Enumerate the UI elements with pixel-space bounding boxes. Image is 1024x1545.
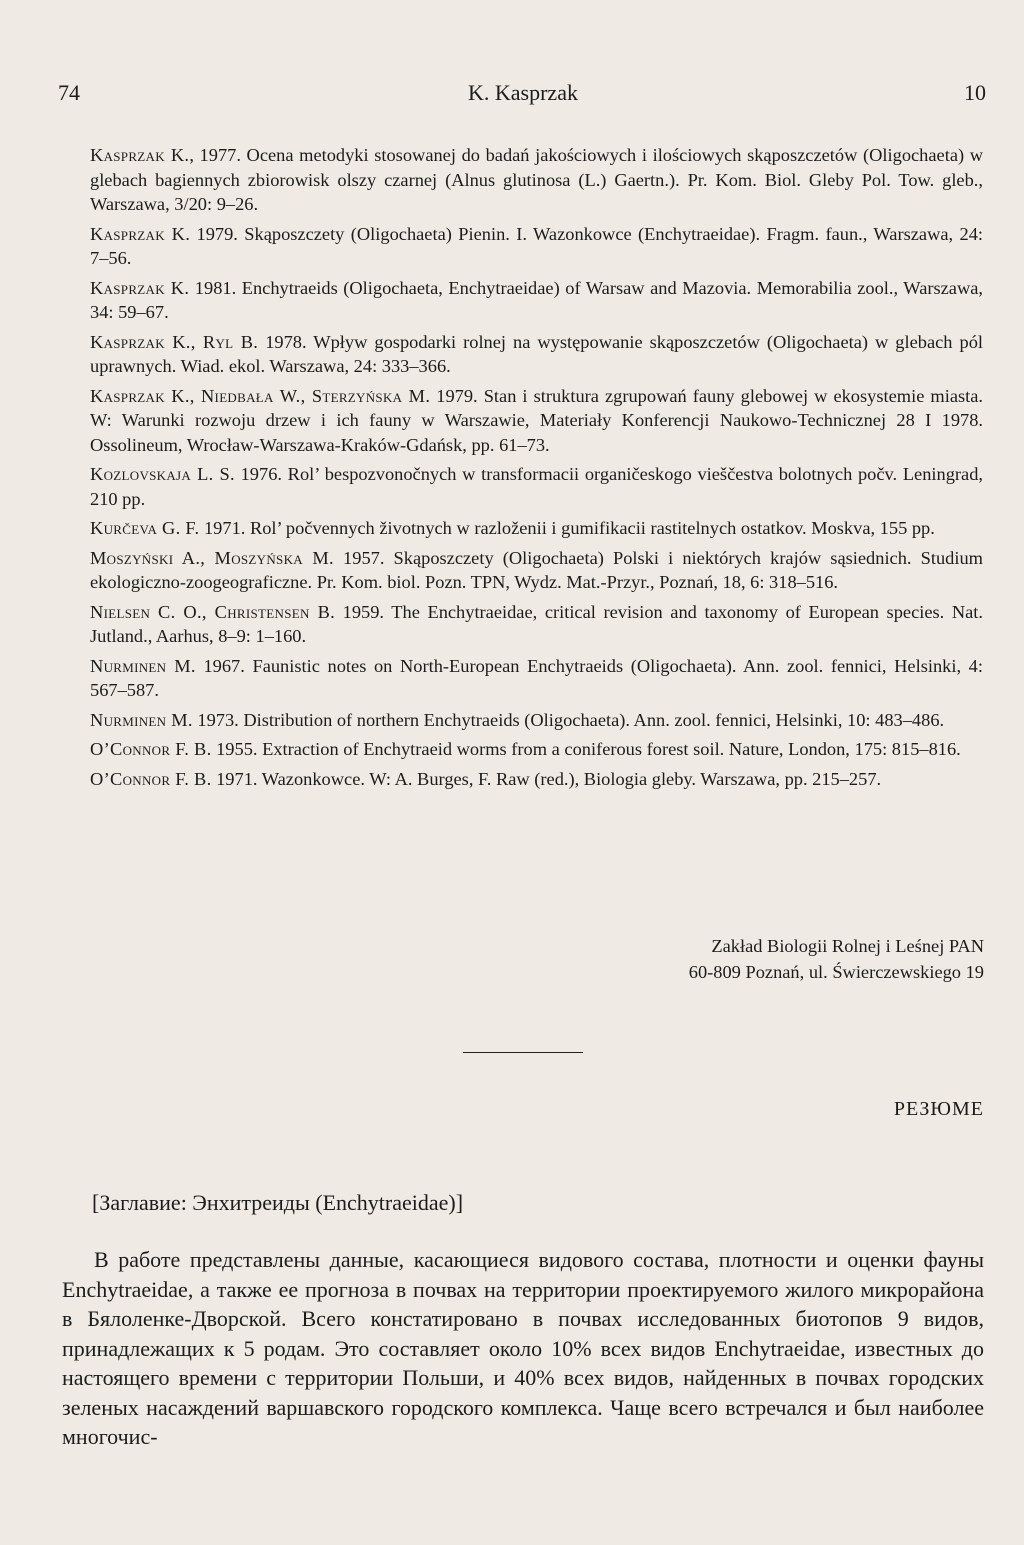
- summary-title: [Заглавие: Энхитреиды (Enchytraeidae)]: [92, 1190, 464, 1215]
- reference-authors: O’Connor F. B.: [90, 768, 212, 789]
- reference-authors: Nurminen M.: [90, 709, 193, 730]
- reference-authors: Nurminen M.: [90, 655, 196, 676]
- reference-authors: Kasprzak K.: [90, 145, 190, 165]
- reference-text: 1978. Wpływ gospodarki rolnej na występowanie skąposzczetów (Oligochaeta) w glebach pól uprawnych. Wiad. ekol. Warszawa, 24: 333–366.: [90, 331, 983, 376]
- reference-text: 1971. Wazonkowce. W: A. Burges, F. Raw (red.), Biologia gleby. Warszawa, pp. 215–257.: [211, 768, 882, 789]
- reference-text: 1955. Extraction of Enchytraeid worms from a coniferous forest soil. Nature, London, 175: 815–816.: [211, 739, 961, 759]
- reference-text: 1981. Enchytraeids (Oligochaeta, Enchytraeidae) of Warsaw and Mazovia. Memorabilia zool., Warszawa, 34: 59–67.: [90, 277, 983, 322]
- reference-item: [90, 767, 983, 792]
- summary-text: В работе представлены данные, касающиеся видового состава, плотности и оценки фауны Enchytraeidae, а также ее прогноза в почвах на территории проектируемого жилого микрорайона в Бялоленке-Дворской. Всего констатировано в почвах исследованных биотопов 9 видов, принадлежащих к 5 родам. Это составляет около 10% всех видов Enchytraeidae, известных до настоящего времени с территории Польши, и 40% всех видов, найденных в почвах городских зеленых насаждений варшавского городского комплекса. Чаще всего встречался и был наиболее многочис-: [62, 1247, 984, 1449]
- reference-item: [90, 462, 983, 511]
- running-author: K. Kasprzak: [468, 80, 578, 105]
- reference-item: [90, 516, 983, 541]
- reference-text: 1957. Skąposzczety (Oligochaeta) Polski i niektórych krajów sąsiednich. Studium ekologiczno-zoogeograficzne. Pr. Kom. biol. Pozn. TPN, Wydz. Mat.-Przyr., Poznań, 18, 6: 318–516.: [90, 547, 983, 592]
- reference-item: [90, 222, 983, 271]
- summary-heading: РЕЗЮМЕ: [893, 1098, 984, 1120]
- reference-text: 1973. Distribution of northern Enchytraeids (Oligochaeta). Ann. zool. fennici, Helsinki, 10: 483–486.: [192, 709, 945, 730]
- reference-authors: Kasprzak K.: [90, 277, 190, 298]
- reference-authors: Nielsen C. O., Christensen B.: [90, 601, 336, 622]
- issue-number: 10: [964, 80, 986, 105]
- reference-text: 1976. Rol’ bespozvonočnych w transformacii organičeskogo vieščestva bolotnych počv. Leningrad, 210 pp.: [90, 464, 983, 509]
- reference-item: [90, 654, 983, 703]
- reference-item: [90, 276, 983, 325]
- reference-text: 1979. Stan i struktura zgrupowań fauny glebowej w ekosystemie miasta. W: Warunki rozwoju drzew i ich fauny w Warszawie, Materiały Konferencji Naukowo-Technicznej 28 I 1978. Ossolineum, Wrocław-Warszawa-Kraków-Gdańsk, pp. 61–73.: [90, 385, 984, 455]
- reference-authors: Kurčeva G. F.: [90, 518, 200, 538]
- address-line-institution: Zakład Biologii Rolnej i Leśnej PAN: [711, 936, 984, 956]
- section-divider: [463, 1052, 583, 1053]
- reference-item: [90, 143, 983, 217]
- reference-authors: Kasprzak K.: [90, 223, 191, 244]
- reference-authors: O’Connor F. B.: [90, 739, 212, 759]
- reference-list: [90, 143, 983, 796]
- reference-item: [90, 384, 983, 458]
- reference-authors: Moszyński A., Moszyńska M.: [90, 547, 334, 568]
- reference-text: 1971. Rol’ počvennych životnych w razloženii i gumifikacii rastitelnych ostatkov. Moskva, 155 pp.: [199, 518, 935, 538]
- reference-authors: Kasprzak K., Ryl B.: [90, 331, 259, 352]
- reference-item: [90, 600, 983, 649]
- reference-authors: Kasprzak K., Niedbała W., Sterzyńska M.: [90, 385, 431, 406]
- reference-text: 1959. The Enchytraeidae, critical revision and taxonomy of European species. Nat. Jutland., Aarhus, 8–9: 1–160.: [90, 601, 984, 646]
- running-header: [58, 80, 986, 112]
- reference-text: , 1977. Ocena metodyki stosowanej do badań jakościowych i ilościowych skąposzczetów (Oligochaeta) w glebach bagiennych zbiorowisk olszy czarnej (Alnus glutinosa (L.) Gaertn.). Pr. Kom. Biol. Gleby Pol. Tow. gleb., Warszawa, 3/20: 9–26.: [90, 145, 984, 214]
- reference-item: [90, 708, 983, 733]
- reference-item: [90, 546, 983, 595]
- reference-authors: Kozlovskaja L. S.: [90, 464, 235, 484]
- reference-item: [90, 330, 983, 379]
- reference-item: [90, 737, 983, 762]
- reference-text: 1979. Skąposzczety (Oligochaeta) Pienin. I. Wazonkowce (Enchytraeidae). Fragm. faun., Warszawa, 24: 7–56.: [90, 223, 984, 268]
- author-address: [624, 933, 984, 985]
- address-line-street: 60-809 Poznań, ul. Świerczewskiego 19: [688, 962, 984, 982]
- reference-text: 1967. Faunistic notes on North-European Enchytraeids (Oligochaeta). Ann. zool. fennici, Helsinki, 4: 567–587.: [90, 655, 983, 700]
- page-number: 74: [58, 80, 80, 105]
